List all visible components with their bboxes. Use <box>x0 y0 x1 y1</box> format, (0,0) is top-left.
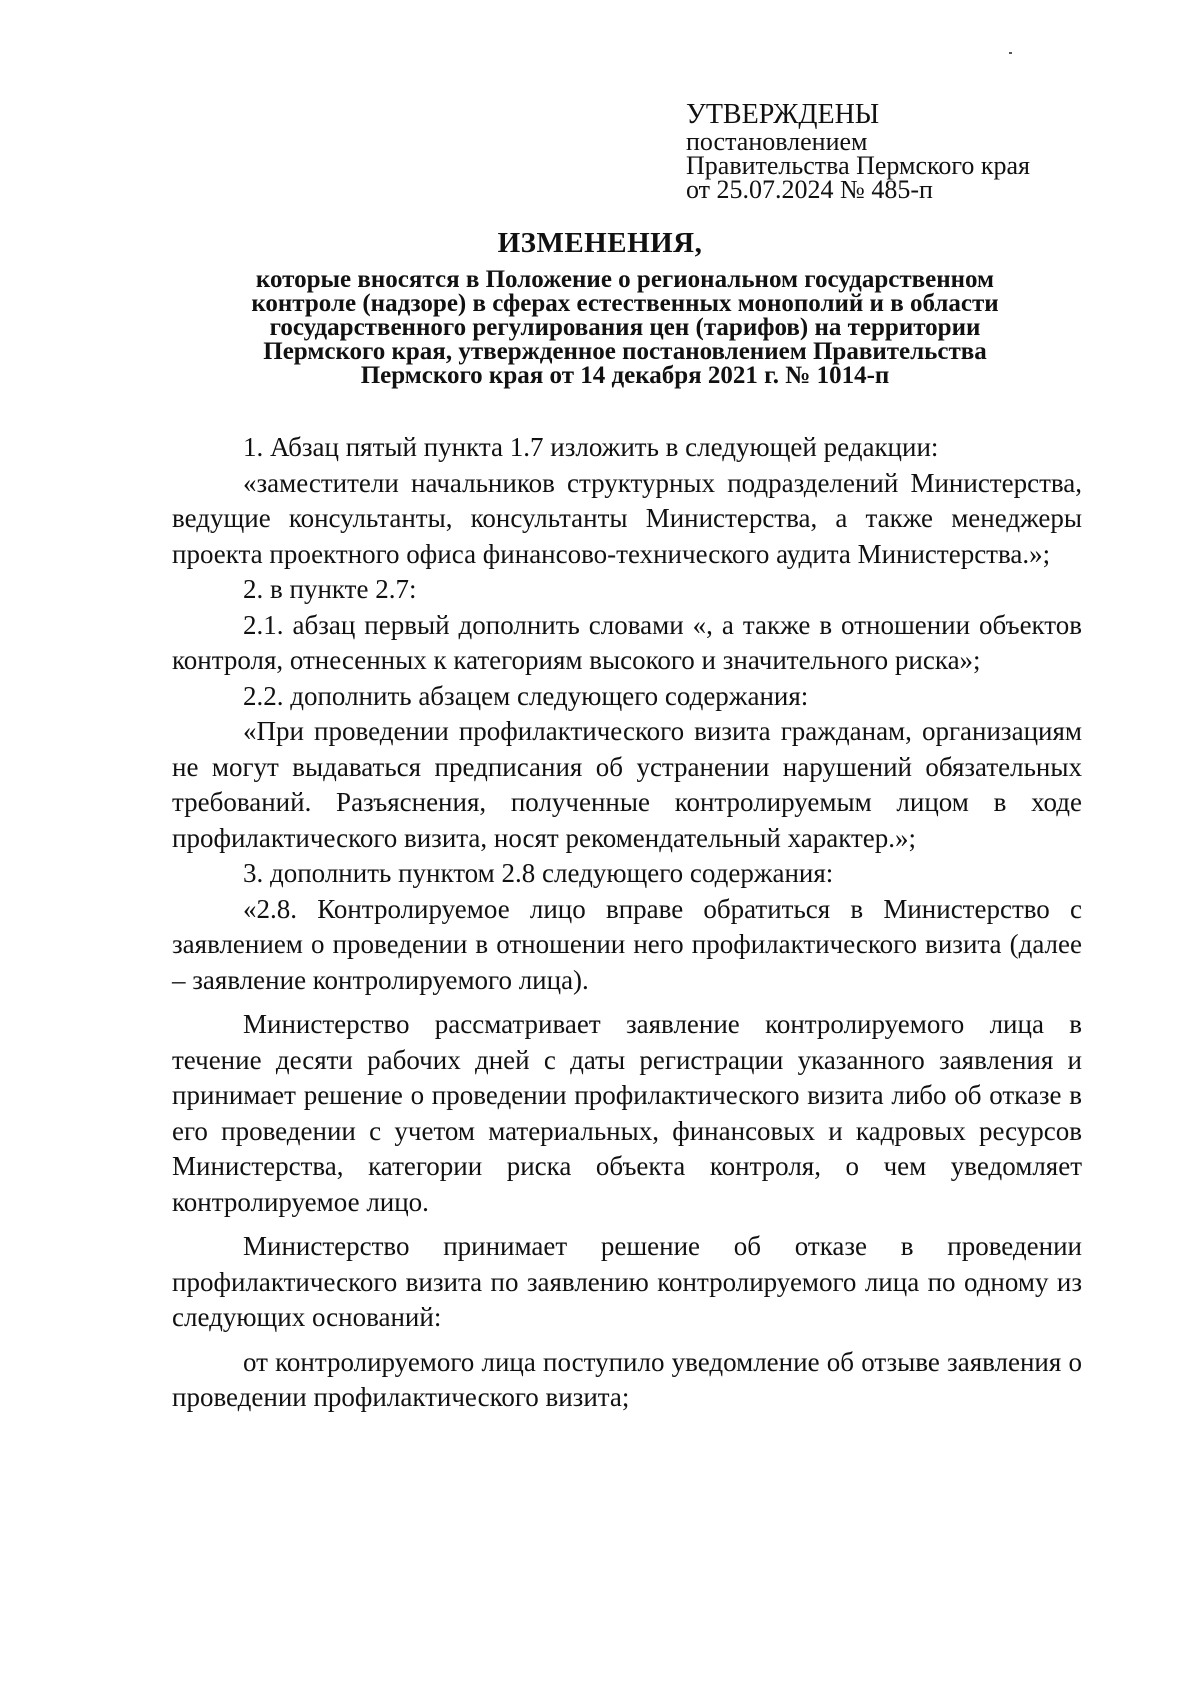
paragraph: 2.1. абзац первый дополнить словами «, а также в отношении объектов контроля, отнесенных к категориям высокого и значительного риска»; <box>172 609 1082 675</box>
paragraph: 2. в пункте 2.7: <box>243 574 417 604</box>
paragraph: 3. дополнить пунктом 2.8 следующего содержания: <box>243 858 834 888</box>
document-title: ИЗМЕНЕНИЯ, <box>497 227 703 259</box>
subtitle-line: государственного регулирования цен (тарифов) на территории <box>269 314 981 341</box>
approval-stamp-block <box>686 100 1030 202</box>
paragraph: «заместители начальников структурных подразделений Министерства, ведущие консультанты, консультанты Министерства, а также менеджеры проекта проектного офиса финансово-технического аудита Министерства.»; <box>172 467 1082 569</box>
approval-line: Правительства Пермского края <box>686 151 1030 180</box>
paragraph: Министерство рассматривает заявление контролируемого лица в течение десяти рабочих дней с даты регистрации указанного заявления и принимает решение о проведении профилактического визита либо об отказе в его проведении с учетом материальных, финансовых и кадровых ресурсов Министерства, категории риска объекта контроля, о чем уведомляет контролируемое лицо. <box>172 1009 1082 1217</box>
subtitle-line: Пермского края, утвержденное постановлением Правительства <box>263 338 987 365</box>
paragraph: Министерство принимает решение об отказе в проведении профилактического визита по заявлению контролируемого лица по одному из следующих оснований: <box>172 1231 1082 1332</box>
scan-speck <box>1009 52 1012 54</box>
document-subtitle <box>200 268 1050 388</box>
approval-heading: УТВЕРЖДЕНЫ <box>686 99 880 130</box>
document-body <box>172 430 1082 1416</box>
subtitle-line: Пермского края от 14 декабря 2021 г. № 1014-п <box>360 362 890 389</box>
paragraph: «При проведении профилактического визита гражданам, организациям не могут выдаваться предписания об устранении нарушений обязательных требований. Разъяснения, полученные контролируемым лицом в ходе профилактического визита, носят рекомендательный характер.»; <box>172 716 1082 853</box>
subtitle-line: которые вносятся в Положение о региональном государственном <box>255 266 995 293</box>
approval-date-number: от 25.07.2024 № 485-п <box>686 175 933 204</box>
paragraph: «2.8. Контролируемое лицо вправе обратиться в Министерство с заявлением о проведении в отношении него профилактического визита (далее – заявление контролируемого лица). <box>172 893 1082 995</box>
paragraph: 2.2. дополнить абзацем следующего содержания: <box>243 680 809 711</box>
paragraph: 1. Абзац пятый пункта 1.7 изложить в следующей редакции: <box>243 432 939 462</box>
approval-line: постановлением <box>686 127 868 156</box>
paragraph: от контролируемого лица поступило уведомление об отзыве заявления о проведении профилактического визита; <box>172 1346 1082 1412</box>
subtitle-line: контроле (надзоре) в сферах естественных монополий и в области <box>251 290 999 317</box>
